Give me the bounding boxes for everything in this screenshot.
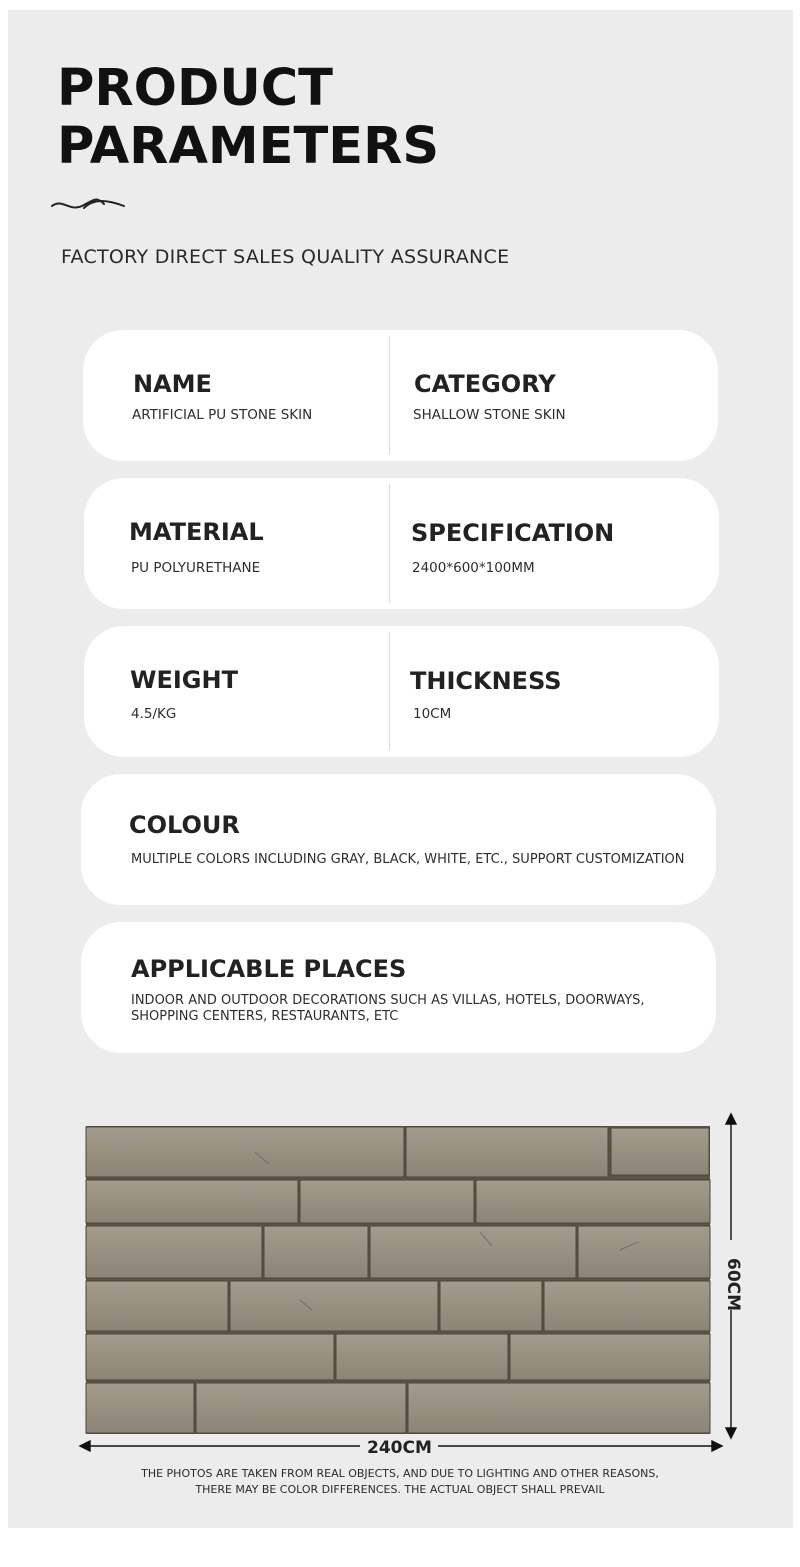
thickness-value: 10CM <box>413 706 452 722</box>
places-value: INDOOR AND OUTDOOR DECORATIONS SUCH AS VILLAS, HOTELS, DOORWAYS, SHOPPING CENTERS, RESTAURANTS, ETC <box>131 993 645 1024</box>
name-label: NAME <box>133 370 212 398</box>
card-material-specification <box>84 478 719 609</box>
title-line-1: PRODUCT <box>57 59 333 118</box>
disclaimer-note <box>0 1466 800 1497</box>
card-weight-thickness <box>84 626 719 757</box>
weight-value: 4.5/KG <box>131 706 177 722</box>
page-title <box>57 60 439 176</box>
subtitle: FACTORY DIRECT SALES QUALITY ASSURANCE <box>61 246 510 268</box>
name-value: ARTIFICIAL PU STONE SKIN <box>132 407 313 423</box>
category-value: SHALLOW STONE SKIN <box>413 407 566 423</box>
note-line-2: THERE MAY BE COLOR DIFFERENCES. THE ACTUAL OBJECT SHALL PREVAIL <box>195 1482 605 1496</box>
width-label: 240CM <box>367 1438 432 1458</box>
card-divider <box>389 484 390 603</box>
card-applicable-places <box>81 922 716 1053</box>
specification-value: 2400*600*100MM <box>412 560 535 576</box>
note-line-1: THE PHOTOS ARE TAKEN FROM REAL OBJECTS, AND DUE TO LIGHTING AND OTHER REASONS, <box>141 1467 659 1480</box>
colour-value: MULTIPLE COLORS INCLUDING GRAY, BLACK, WHITE, ETC., SUPPORT CUSTOMIZATION <box>131 852 685 867</box>
category-label: CATEGORY <box>414 370 556 398</box>
material-label: MATERIAL <box>129 518 264 546</box>
card-name-category <box>83 330 718 461</box>
thickness-label: THICKNESS <box>410 667 562 695</box>
card-colour <box>81 774 716 905</box>
weight-label: WEIGHT <box>130 666 238 694</box>
stone-panel-image <box>0 1100 800 1480</box>
card-divider <box>389 632 390 751</box>
title-line-2: PARAMETERS <box>57 117 440 176</box>
colour-label: COLOUR <box>129 811 240 839</box>
card-divider <box>389 336 390 455</box>
specification-label: SPECIFICATION <box>411 519 615 547</box>
height-label: 60CM <box>723 1258 743 1312</box>
wave-ornament-icon <box>50 194 128 214</box>
material-value: PU POLYURETHANE <box>131 560 261 576</box>
places-label: APPLICABLE PLACES <box>131 955 407 983</box>
